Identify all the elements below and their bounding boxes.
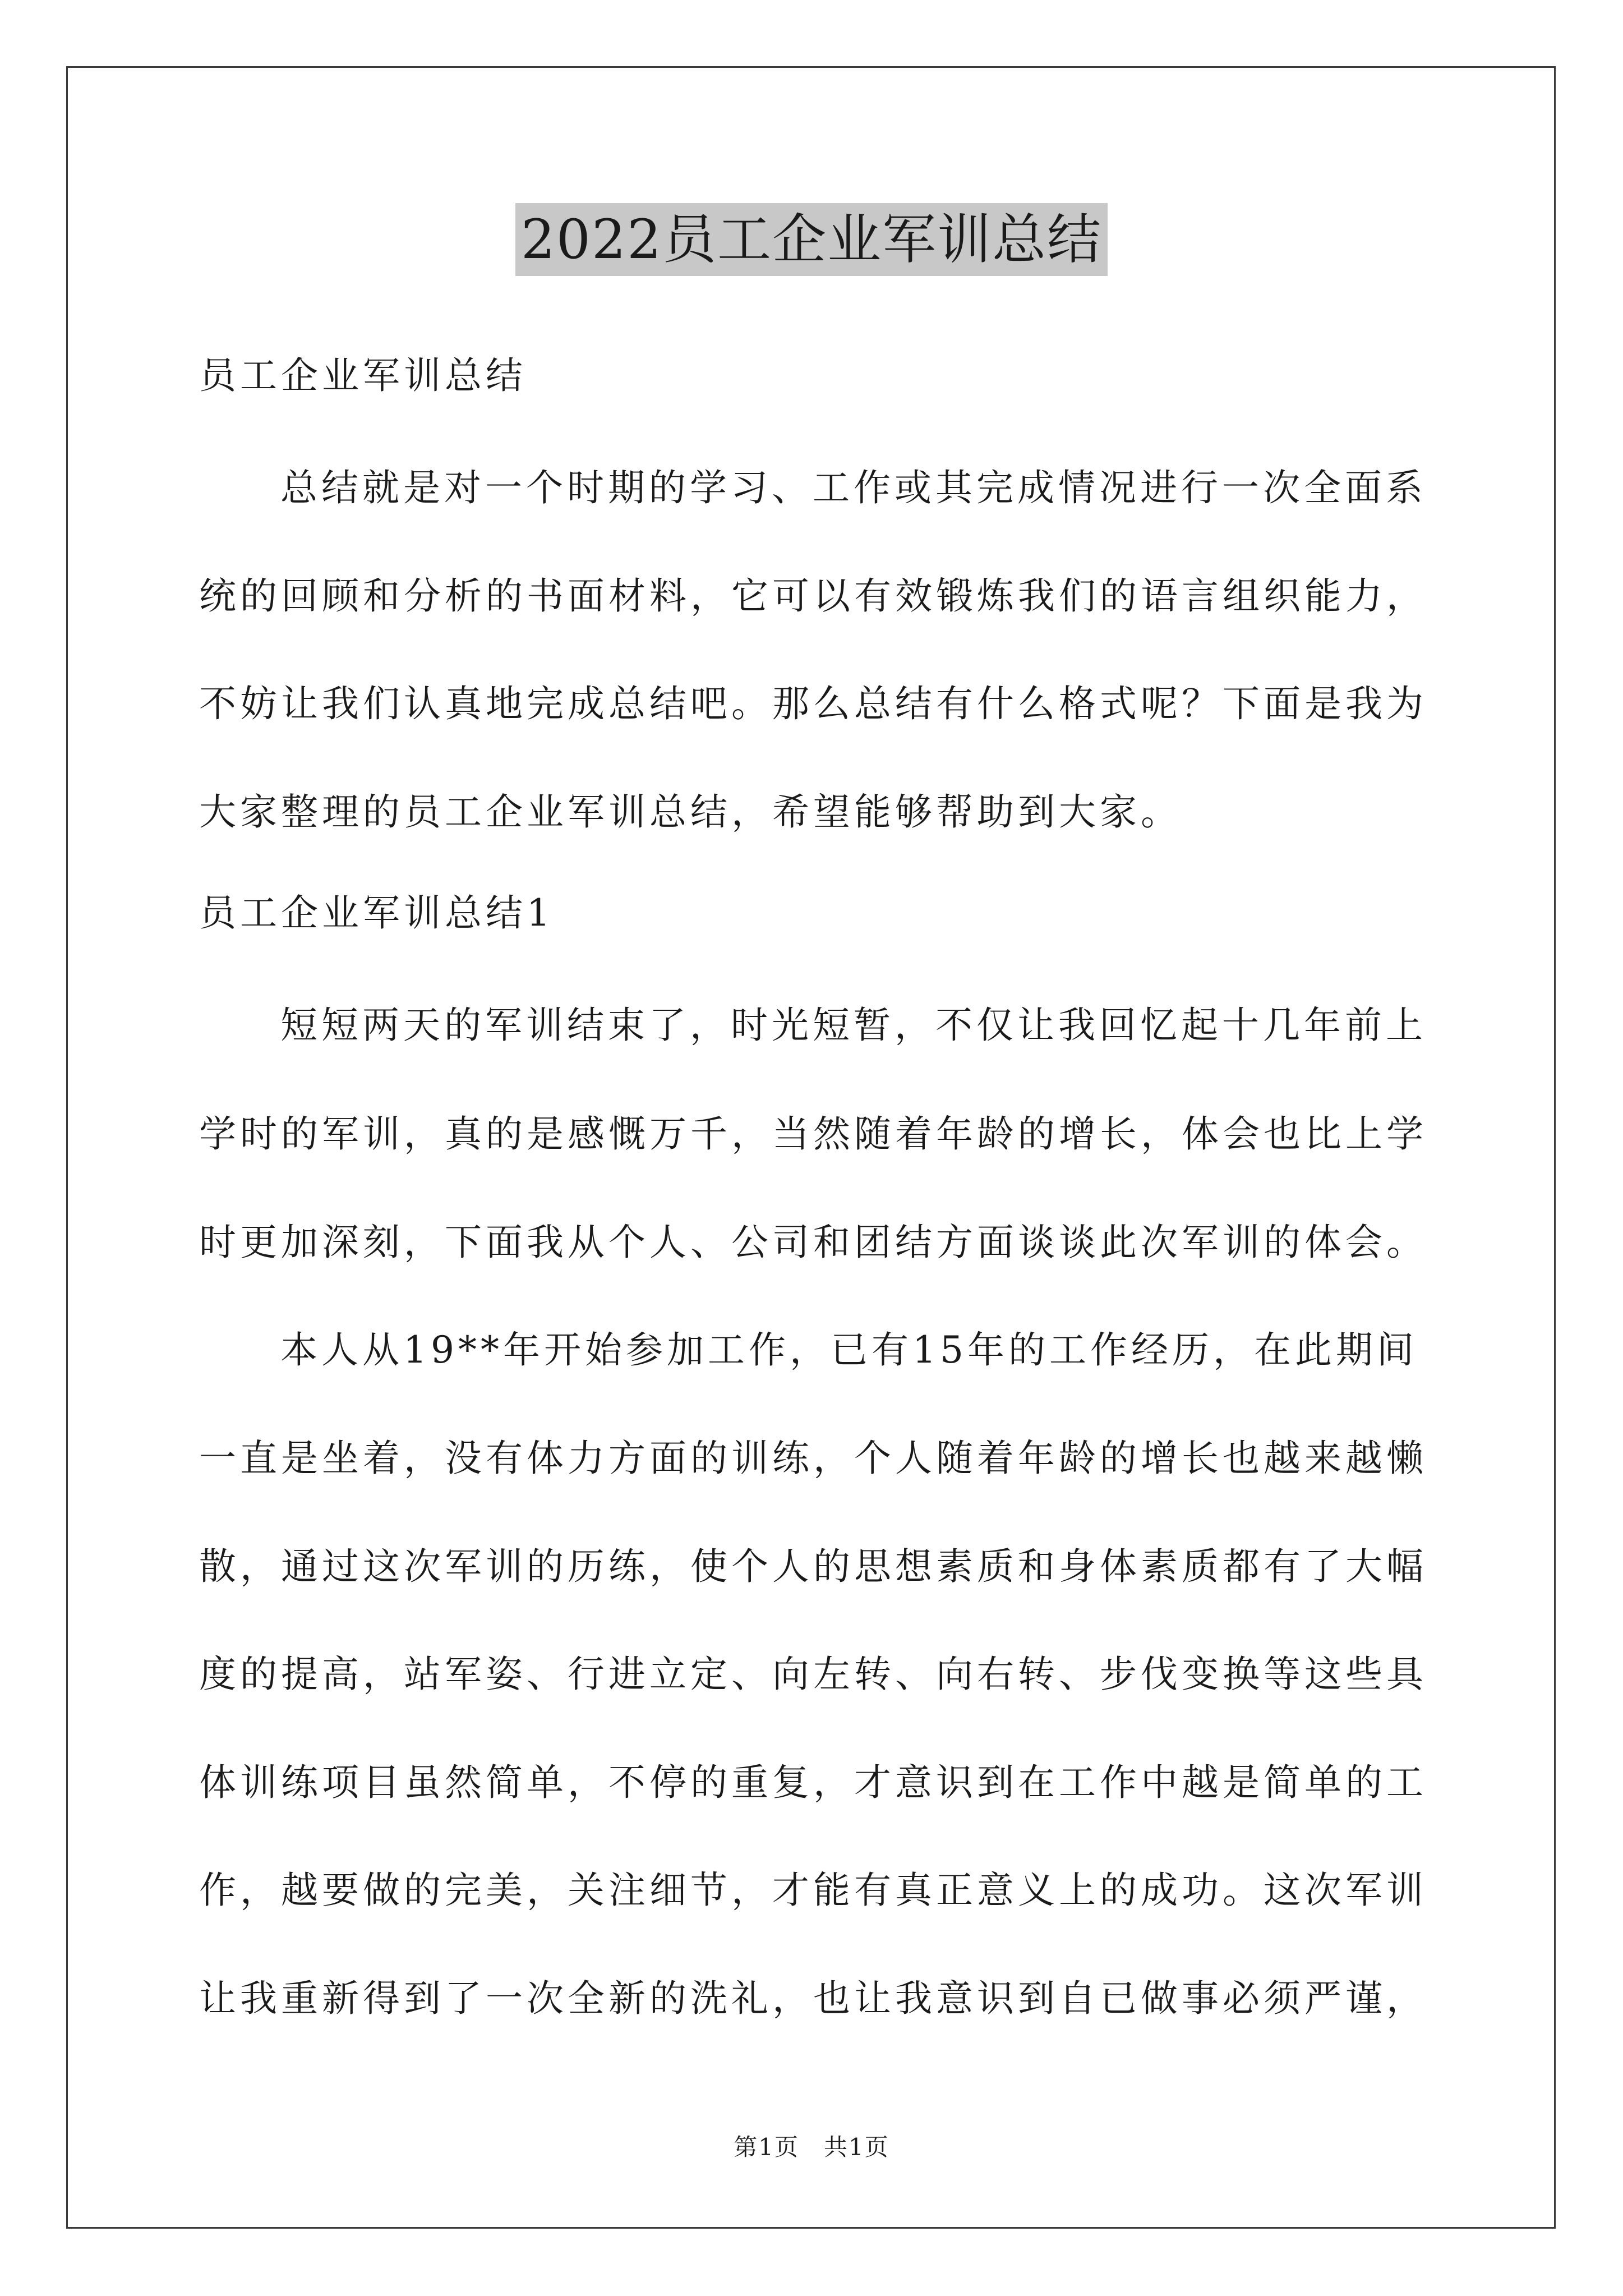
paragraph-line: 总结就是对一个时期的学习、工作或其完成情况进行一次全面系 <box>280 466 1427 509</box>
paragraph-line: 时更加深刻，下面我从个人、公司和团结方面谈谈此次军训的体会。 <box>199 1221 1427 1264</box>
paragraph-line: 统的回顾和分析的书面材料，它可以有效锻炼我们的语言组织能力， <box>199 574 1427 618</box>
paragraph-line: 大家整理的员工企业军训总结，希望能够帮助到大家。 <box>199 790 1182 834</box>
paragraph-line: 散，通过这次军训的历练，使个人的思想素质和身体素质都有了大幅 <box>199 1545 1427 1588</box>
paragraph-line: 体训练项目虽然简单，不停的重复，才意识到在工作中越是简单的工 <box>199 1761 1427 1804</box>
heading-line: 员工企业军训总结 <box>199 354 527 397</box>
paragraph-line: 让我重新得到了一次全新的洗礼，也让我意识到自已做事必须严谨， <box>199 1977 1427 2020</box>
paragraph-line: 作，越要做的完美，关注细节，才能有真正意义上的成功。这次军训 <box>199 1869 1427 1912</box>
document-title: 2022员工企业军训总结 <box>515 203 1108 276</box>
paragraph-line: 短短两天的军训结束了，时光短暂，不仅让我回忆起十几年前上 <box>280 1004 1427 1047</box>
section-heading: 员工企业军训总结1 <box>199 891 554 935</box>
page-footer: 第1页 共1页 <box>734 2133 889 2161</box>
paragraph-line: 本人从19**年开始参加工作，已有15年的工作经历，在此期间 <box>280 1328 1418 1372</box>
paragraph-line: 一直是坐着，没有体力方面的训练，个人随着年龄的增长也越来越懒 <box>199 1437 1427 1480</box>
title-container <box>0 203 1623 276</box>
paragraph-line: 不妨让我们认真地完成总结吧。那么总结有什么格式呢？下面是我为 <box>199 682 1427 725</box>
paragraph-line: 学时的军训，真的是感慨万千，当然随着年龄的增长，体会也比上学 <box>199 1112 1427 1156</box>
paragraph-line: 度的提高，站军姿、行进立定、向左转、向右转、步伐变换等这些具 <box>199 1653 1427 1696</box>
